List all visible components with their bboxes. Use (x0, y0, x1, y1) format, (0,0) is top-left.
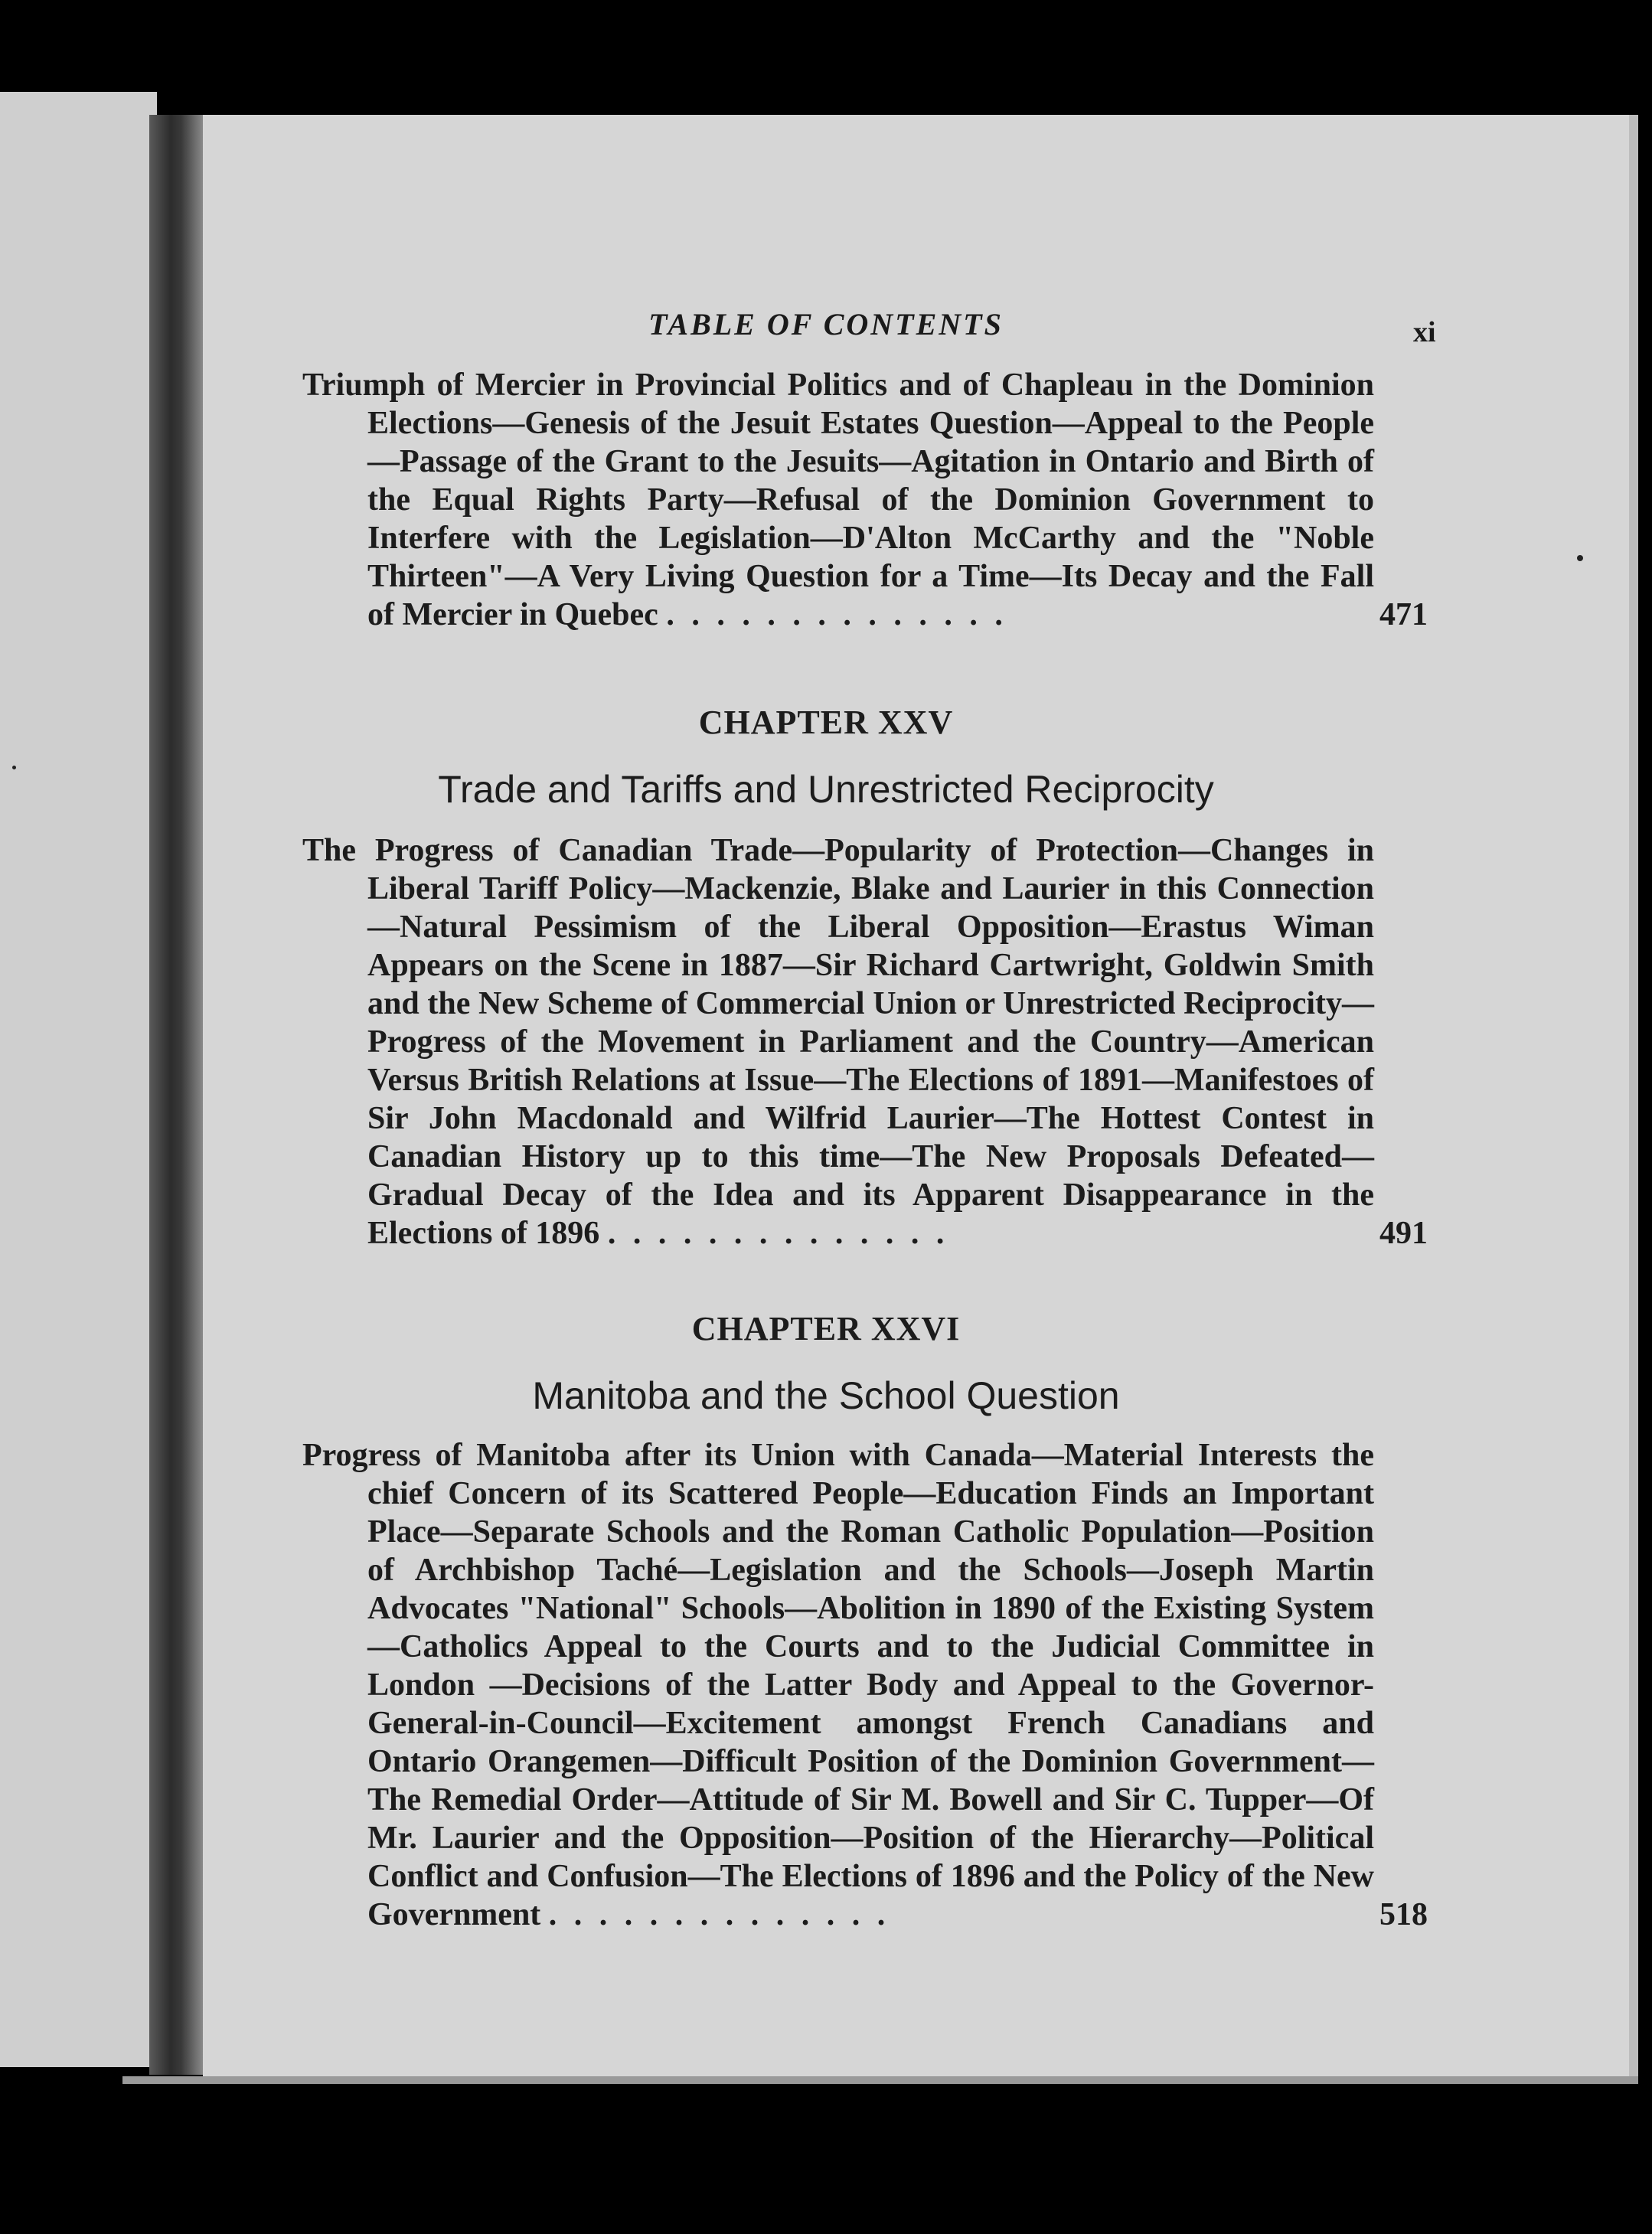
entry-summary: Progress of Manitoba after its Union with Canada—Material Interests the chief Concern of its Scattered People—Education Finds an Important Place—Separate Schools and the Roman Catholic Population—Position of Archbishop Taché—Legislation and the Schools—Joseph Martin Advocates "National" Schools—Abolition in 1890 of the Existing System—Catholics Appeal to the Courts and to the Judicial Committee in London —Decisions of the Latter Body and Appeal to the Governor-General-in-Council—Excitement amongst French Canadians and Ontario Orangemen—Difficult Position of the Dominion Government—The Remedial Order—Attitude of Sir M. Bowell and Sir C. Tupper—Of Mr. Laurier and the Opposition—Position of the Hierarchy—Political Conflict and Confusion—The Elections of 1896 and the Policy of the New Government (302, 1438, 1374, 1932)
toc-entry-chapter-xxvi (302, 1436, 1428, 1934)
entry-summary: The Progress of Canadian Trade—Popularity of Protection—Changes in Liberal Tariff Policy—Mackenzie, Blake and Laurier in this Connection —Natural Pessimism of the Liberal Opposition—Erastus Wiman Appears on the Scene in 1887—Sir Richard Cartwright, Goldwin Smith and the New Scheme of Commercial Union or Unrestricted Reciprocity—Progress of the Movement in Parliament and the Country—American Versus British Relations at Issue—The Elections of 1891—Manifestoes of Sir John Macdonald and Wilfrid Laurier—The Hottest Contest in Canadian History up to this time—The New Proposals Defeated—Gradual Decay of the Idea and its Apparent Disappearance in the Elections of 1896 (302, 833, 1374, 1251)
entry-page-number: 518 (1379, 1897, 1428, 1932)
dot-leader: . . . . . . . . . . . . . . (666, 597, 1007, 632)
facing-page-edge (0, 92, 157, 2067)
dot-leader: . . . . . . . . . . . . . . (548, 1897, 890, 1932)
dot-leader: . . . . . . . . . . . . . . (607, 1216, 949, 1251)
running-head: TABLE OF CONTENTS (648, 307, 1004, 341)
page-edge (1629, 115, 1638, 2082)
entry-page-number: 491 (1379, 1216, 1428, 1251)
toc-entry-continuation (302, 366, 1428, 634)
paper-speck (12, 766, 16, 769)
entry-summary: Triumph of Mercier in Provincial Politics and of Chapleau in the Dominion Elections—Genesis of the Jesuit Estates Question—Appeal to the People—Passage of the Grant to the Jesuits—Agitation in Ontario and Birth of the Equal Rights Party—Refusal of the Dominion Government to Interfere with the Legislation—D'Alton McCarthy and the "Noble Thirteen"—A Very Living Question for a Time—Its Decay and the Fall of Mercier in Quebec (302, 367, 1374, 632)
folio: xi (1413, 316, 1436, 348)
paper-speck (1577, 555, 1583, 561)
toc-entry-chapter-xxv (302, 831, 1428, 1253)
chapter-title: Manitoba and the School Question (532, 1374, 1120, 1417)
chapter-title: Trade and Tariffs and Unrestricted Reciprocity (438, 768, 1214, 811)
book-gutter (149, 115, 203, 2075)
page-bottom-edge (122, 2076, 1638, 2084)
chapter-heading: CHAPTER XXV (698, 704, 954, 741)
chapter-heading: CHAPTER XXVI (691, 1310, 961, 1347)
entry-page-number: 471 (1379, 597, 1428, 632)
